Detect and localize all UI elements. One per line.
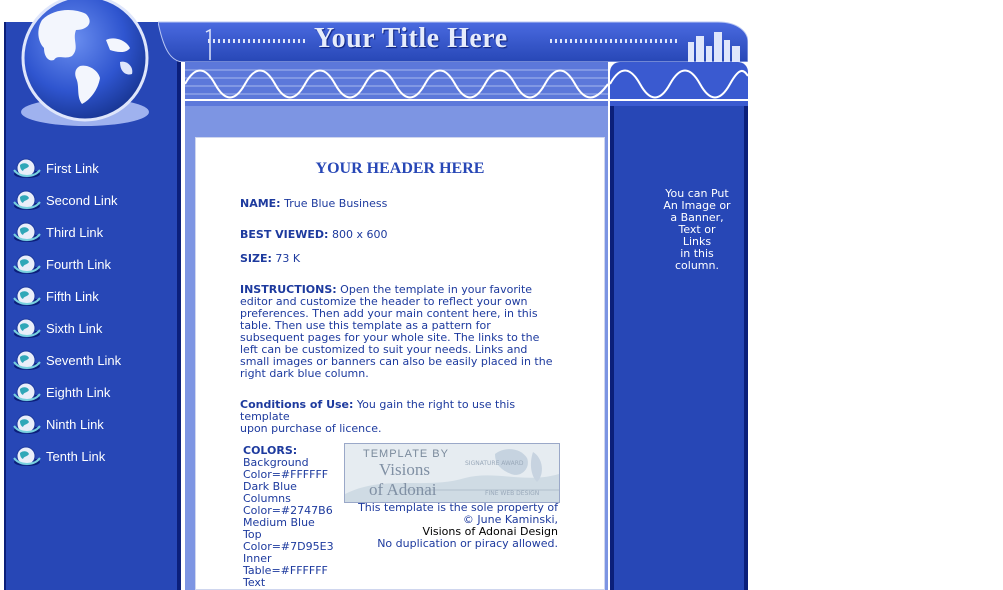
template-badge[interactable] bbox=[344, 443, 560, 503]
globe-link-icon bbox=[12, 252, 44, 276]
instructions-label: INSTRUCTIONS: bbox=[240, 283, 337, 296]
best-viewed-line bbox=[240, 229, 565, 241]
nav-link-label[interactable]: Seventh Link bbox=[46, 352, 122, 368]
nav-link-tenth[interactable] bbox=[12, 440, 182, 472]
instructions-text: preferences. Then add your main content here, in this bbox=[240, 307, 538, 320]
property-line: No duplication or piracy allowed. bbox=[377, 537, 558, 550]
size-value: 73 K bbox=[275, 252, 301, 265]
nav-link-label[interactable]: Eighth Link bbox=[46, 384, 111, 400]
nav-link-label[interactable]: Sixth Link bbox=[46, 320, 103, 336]
colors-list bbox=[243, 445, 343, 589]
best-viewed-value: 800 x 600 bbox=[331, 228, 388, 241]
badge-line: TEMPLATE BY bbox=[363, 448, 449, 460]
instructions-text: right dark blue column. bbox=[240, 367, 369, 380]
size-label: SIZE: bbox=[240, 252, 272, 265]
size-line bbox=[240, 253, 565, 265]
nav-link-label[interactable]: Fifth Link bbox=[46, 288, 99, 304]
nav-link-label[interactable]: Tenth Link bbox=[46, 448, 106, 464]
badge-small-text: FINE WEB DESIGN bbox=[485, 490, 540, 497]
nav-link-label[interactable]: Fourth Link bbox=[46, 256, 112, 272]
nav-link-ninth[interactable] bbox=[12, 408, 182, 440]
page-title: Your Title Here bbox=[314, 23, 508, 54]
globe-link-icon bbox=[12, 316, 44, 340]
nav-link-fifth[interactable] bbox=[12, 280, 182, 312]
best-viewed-label: BEST VIEWED: bbox=[240, 228, 329, 241]
colors-line: Background bbox=[243, 456, 309, 469]
nav-link-third[interactable] bbox=[12, 216, 182, 248]
instructions-paragraph bbox=[240, 284, 565, 380]
property-notice bbox=[346, 502, 558, 550]
badge-small-text: SIGNATURE AWARD bbox=[465, 460, 524, 467]
badge-line: of Adonai bbox=[369, 480, 437, 499]
nav-link-label[interactable]: Second Link bbox=[46, 192, 118, 208]
globe-link-icon bbox=[12, 380, 44, 404]
colors-line: Color=#7D95E3 bbox=[243, 540, 334, 553]
conditions-text: You gain the right to use this template bbox=[240, 398, 516, 423]
sidebar-nav bbox=[12, 152, 182, 472]
globe-link-icon bbox=[12, 284, 44, 308]
badge-line: Visions bbox=[379, 460, 430, 479]
colors-line: Color=#FFFFFF bbox=[243, 468, 329, 481]
globe-link-icon bbox=[12, 156, 44, 180]
colors-line: Top bbox=[243, 528, 262, 541]
right-header-wave bbox=[610, 62, 748, 106]
nav-link-label[interactable]: First Link bbox=[46, 160, 99, 176]
colors-line: Columns bbox=[243, 492, 291, 505]
instructions-text: subsequent pages for your whole site. The links to the bbox=[240, 331, 540, 344]
nav-link-seventh[interactable] bbox=[12, 344, 182, 376]
name-label: NAME: bbox=[240, 197, 281, 210]
colors-line: Table=#FFFFFF bbox=[243, 564, 328, 577]
right-column-text: You can Put An Image or a Banner, Text or Links in this column. bbox=[663, 187, 731, 272]
colors-line: Inner bbox=[243, 552, 272, 565]
globe-link-icon bbox=[12, 444, 44, 468]
header-wave-strip bbox=[185, 62, 608, 106]
instructions-text: editor and customize the header to reflect your own bbox=[240, 295, 528, 308]
globe-link-icon bbox=[12, 348, 44, 372]
right-column bbox=[610, 106, 748, 590]
colors-line: Text bbox=[243, 576, 266, 589]
globe-link-icon bbox=[12, 188, 44, 212]
main-content bbox=[195, 137, 605, 590]
instructions-text: left can be customized to suit your needs. Links and bbox=[240, 343, 528, 356]
globe-icon bbox=[14, 0, 156, 132]
colors-line: Dark Blue bbox=[243, 480, 297, 493]
property-line: This template is the sole property of bbox=[358, 501, 558, 514]
nav-link-fourth[interactable] bbox=[12, 248, 182, 280]
colors-label: COLORS: bbox=[243, 444, 298, 457]
nav-link-second[interactable] bbox=[12, 184, 182, 216]
nav-link-eighth[interactable] bbox=[12, 376, 182, 408]
conditions-paragraph bbox=[240, 399, 565, 435]
nav-link-sixth[interactable] bbox=[12, 312, 182, 344]
content-header: YOUR HEADER HERE bbox=[315, 160, 485, 177]
property-line: © June Kaminski, bbox=[462, 513, 558, 526]
header-accent-band bbox=[185, 106, 608, 134]
name-line bbox=[240, 198, 565, 210]
conditions-text: upon purchase of licence. bbox=[240, 422, 382, 435]
property-link[interactable]: Visions of Adonai Design bbox=[422, 525, 558, 538]
nav-link-label[interactable]: Third Link bbox=[46, 224, 104, 240]
nav-link-label[interactable]: Ninth Link bbox=[46, 416, 104, 432]
globe-link-icon bbox=[12, 220, 44, 244]
globe-link-icon bbox=[12, 412, 44, 436]
instructions-text: table. Then use this template as a pattern for bbox=[240, 319, 491, 332]
name-value: True Blue Business bbox=[284, 197, 388, 210]
instructions-text: small images or banners can also be easily placed in the bbox=[240, 355, 553, 368]
nav-link-first[interactable] bbox=[12, 152, 182, 184]
conditions-label: Conditions of Use: bbox=[240, 398, 354, 411]
instructions-text: Open the template in your favorite bbox=[336, 283, 533, 296]
colors-line: Medium Blue bbox=[243, 516, 315, 529]
colors-line: Color=#2747B6 bbox=[243, 504, 333, 517]
